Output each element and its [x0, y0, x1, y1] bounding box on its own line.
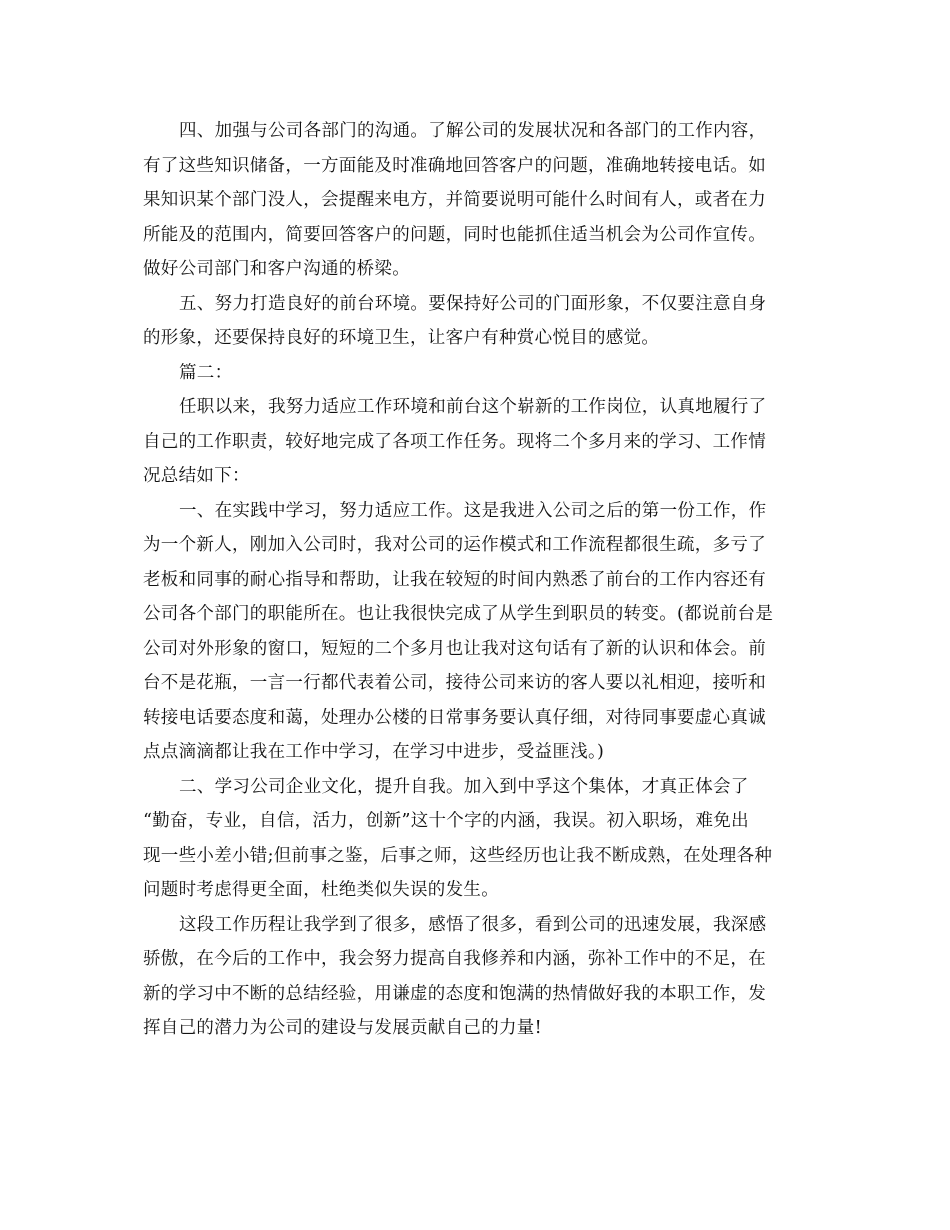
text-line: 台不是花瓶，一言一行都代表着公司，接待公司来访的客人要以礼相迎，接听和	[143, 673, 766, 693]
text-line: 为一个新人，刚加入公司时，我对公司的运作模式和工作流程都很生疏，多亏了	[143, 535, 766, 555]
text-line: 四、加强与公司各部门的沟通。了解公司的发展状况和各部门的工作内容，	[179, 121, 767, 141]
paragraph-section-5	[143, 287, 807, 356]
text-line: 果知识某个部门没人，会提醒来电方，并简要说明可能什么时间有人，或者在力	[143, 190, 766, 210]
text-line: 点点滴滴都让我在工作中学习，在学习中进步，受益匪浅。)	[143, 742, 605, 762]
paragraph-section-4	[143, 114, 807, 287]
text-line: 任职以来，我努力适应工作环境和前台这个崭新的工作岗位，认真地履行了	[179, 397, 767, 417]
section-heading	[143, 356, 807, 391]
section-heading-text: 篇二：	[179, 362, 233, 383]
text-line: 有了这些知识储备，一方面能及时准确地回答客户的问题，准确地转接电话。如	[143, 155, 766, 176]
text-line: 这段工作历程让我学到了很多，感悟了很多，看到公司的迅速发展，我深感	[179, 914, 767, 935]
text-line: 问题时考虑得更全面，杜绝类似失误的发生。	[143, 880, 499, 900]
text-line: 新的学习中不断的总结经验，用谦虚的态度和饱满的热情做好我的本职工作，发	[143, 983, 766, 1004]
text-line: 现一些小差小错;但前事之鉴，后事之师，这些经历也让我不断成熟，在处理各种	[143, 845, 773, 866]
text-line: “勤奋，专业，自信，活力，创新”这十个字的内涵，我误。初入职场，难免出	[143, 811, 749, 831]
text-line: 况总结如下：	[143, 466, 250, 486]
text-line: 的形象，还要保持良好的环境卫生，让客户有种赏心悦目的感觉。	[143, 328, 660, 348]
paragraph-intro	[143, 390, 807, 494]
document-body	[143, 114, 807, 1046]
paragraph-section-2	[143, 770, 807, 908]
text-line: 一、在实践中学习，努力适应工作。这是我进入公司之后的第一份工作，作	[179, 500, 767, 521]
text-line: 所能及的范围内，简要回答客户的问题，同时也能抓住适当机会为公司作宣传。	[143, 224, 766, 245]
text-line: 挥自己的潜力为公司的建设与发展贡献自己的力量!	[143, 1018, 542, 1038]
text-line: 公司各个部门的职能所在。也让我很快完成了从学生到职员的转变。(都说前台是	[143, 604, 774, 624]
text-line: 自己的工作职责，较好地完成了各项工作任务。现将二个多月来的学习、工作情	[143, 431, 766, 452]
text-line: 老板和同事的耐心指导和帮助，让我在较短的时间内熟悉了前台的工作内容还有	[143, 569, 766, 590]
text-line: 五、努力打造良好的前台环境。要保持好公司的门面形象，不仅要注意自身	[179, 293, 767, 314]
text-line: 骄傲，在今后的工作中，我会努力提高自我修养和内涵，弥补工作中的不足，在	[143, 949, 766, 969]
text-line: 做好公司部门和客户沟通的桥梁。	[143, 259, 410, 279]
text-line: 二、学习公司企业文化，提升自我。加入到中孚这个集体，才真正体会了	[179, 776, 749, 797]
text-line: 转接电话要态度和蔼，处理办公楼的日常事务要认真仔细，对待同事要虚心真诚	[143, 707, 766, 728]
paragraph-conclusion	[143, 908, 807, 1046]
text-line: 公司对外形象的窗口，短短的二个多月也让我对这句话有了新的认识和体会。前	[143, 638, 766, 659]
paragraph-section-1	[143, 494, 807, 770]
